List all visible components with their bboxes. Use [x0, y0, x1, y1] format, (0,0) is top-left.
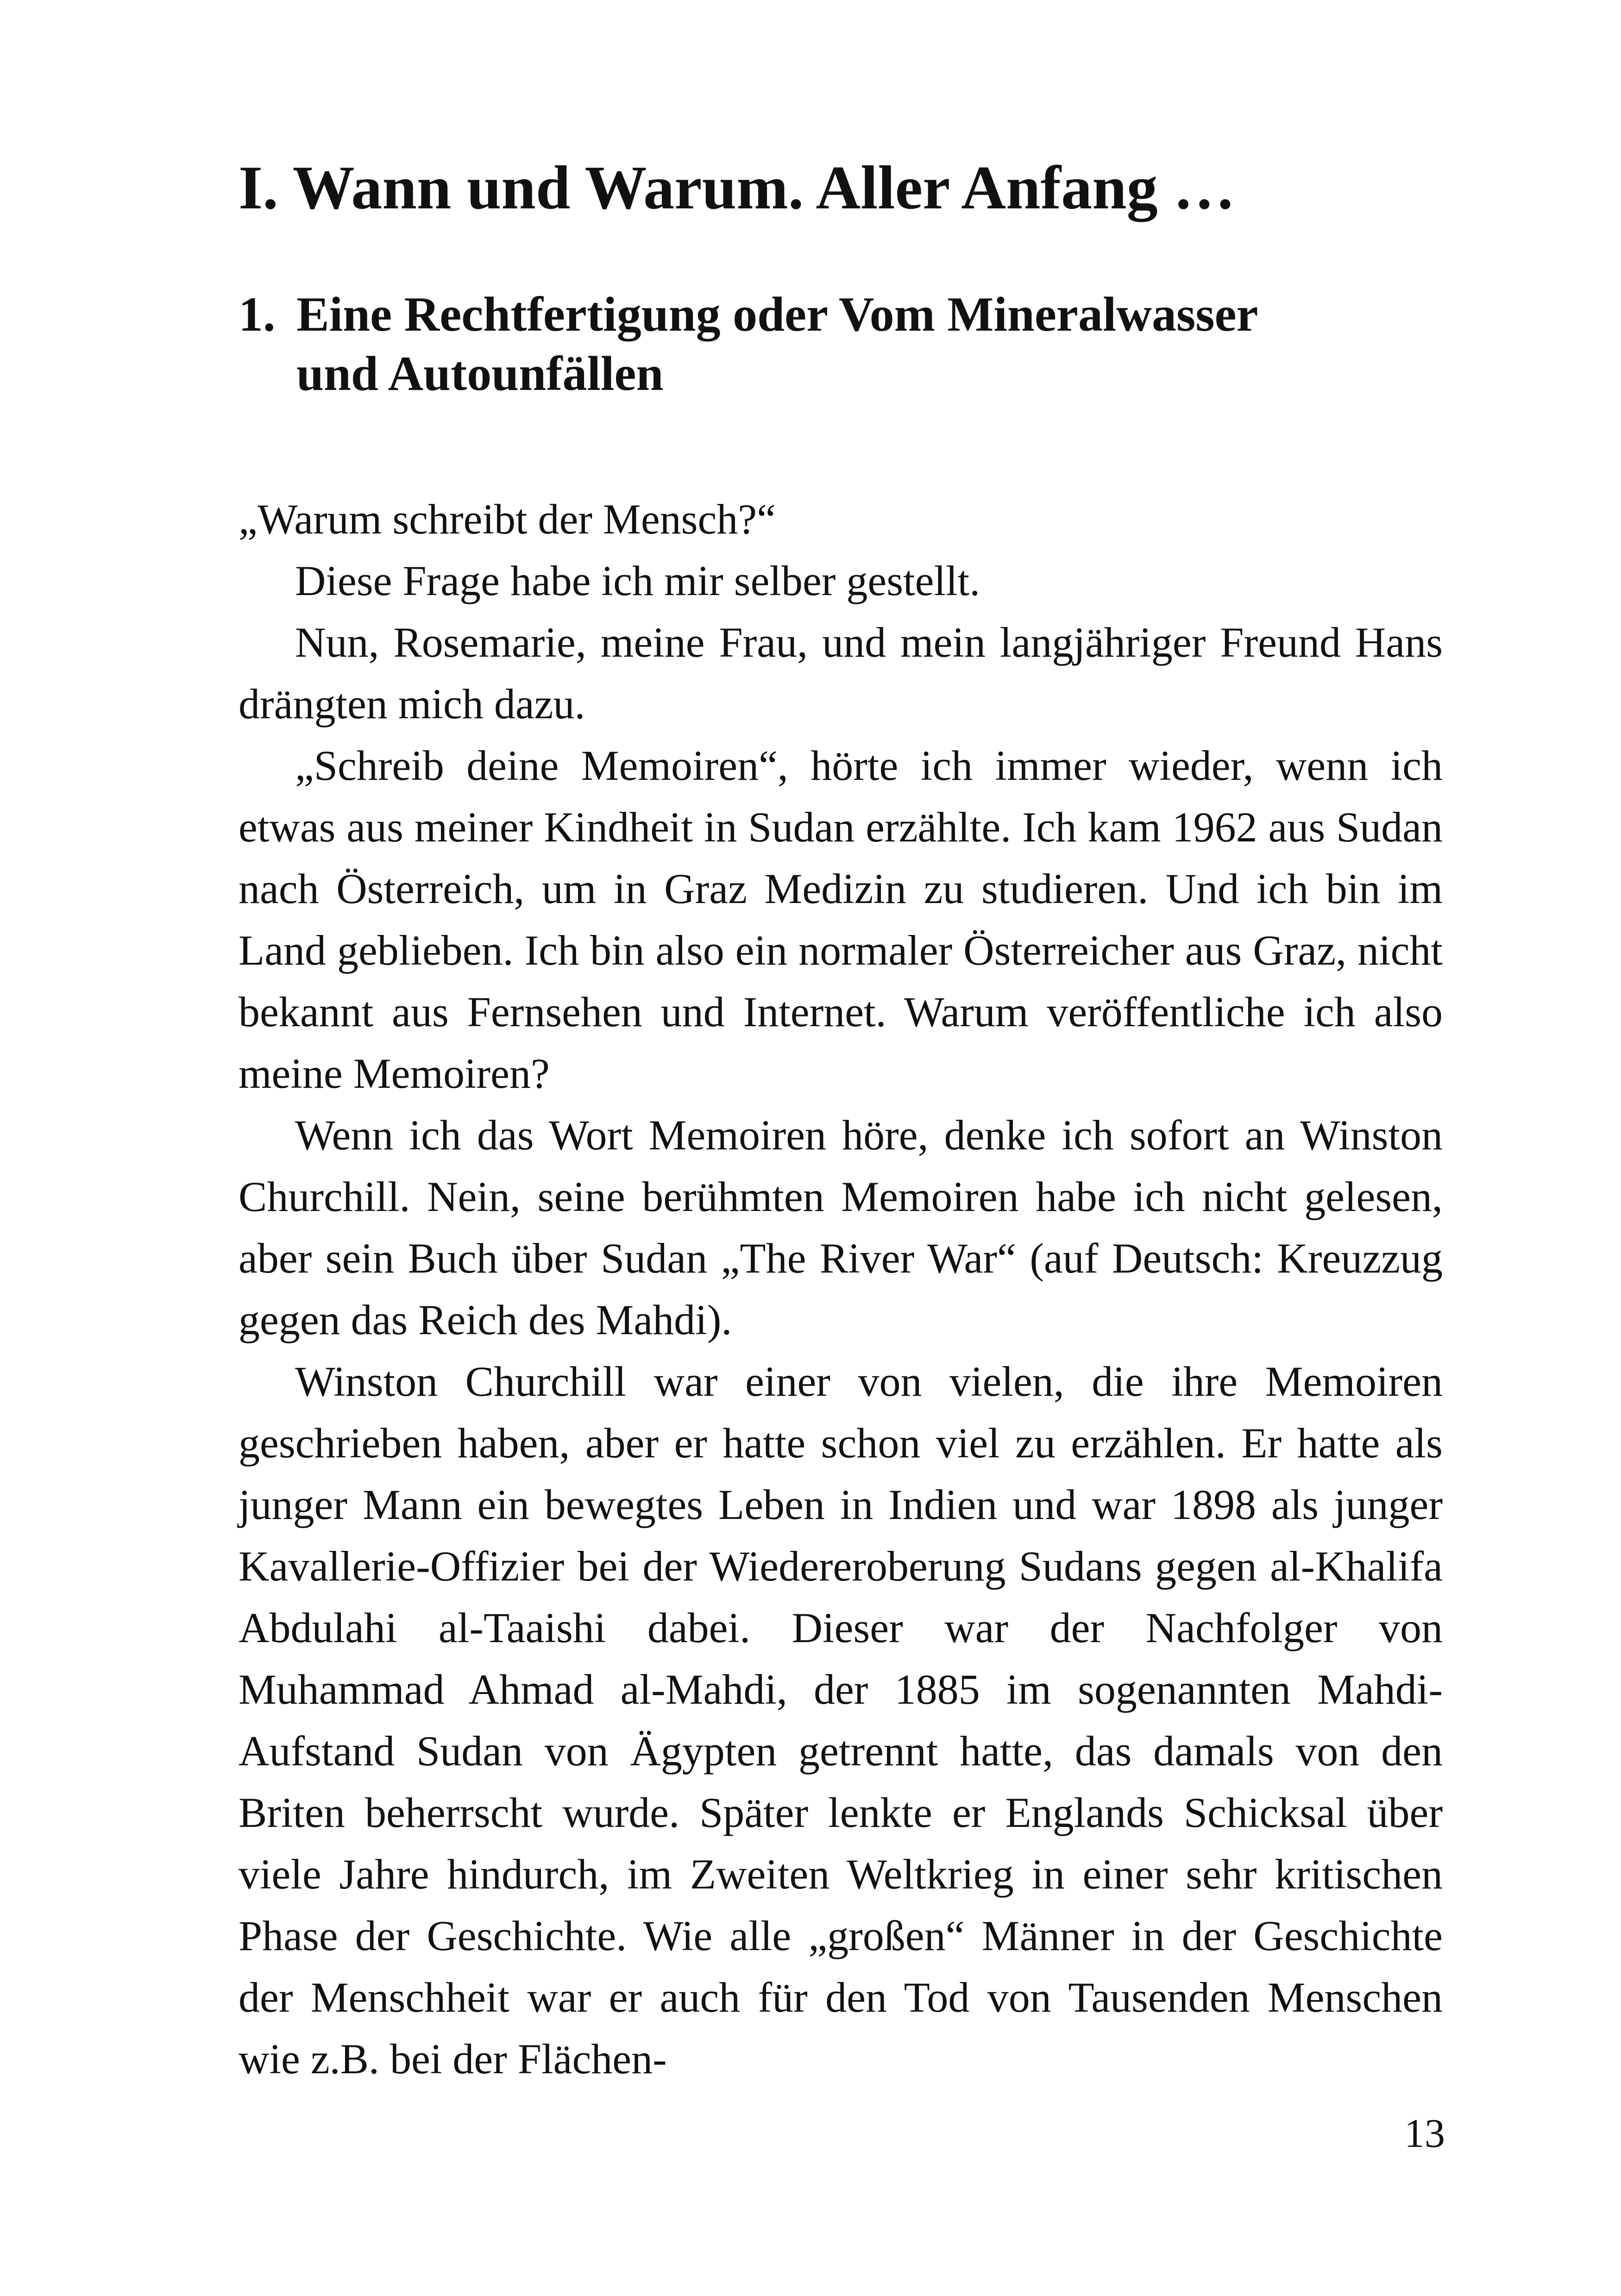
paragraph: „Schreib deine Memoiren“, hörte ich immer wieder, wenn ich etwas aus meiner Kindheit in Sudan erzählte. Ich kam 1962 aus Sudan nach Österreich, um in Graz Medizin zu studieren. Und ich bin im Land geblieben. Ich bin also ein normaler Österreicher aus Graz, nicht bekannt aus Fernsehen und Internet. Warum veröffentliche ich also meine Memoiren?	[239, 742, 1443, 1097]
section-title	[239, 285, 1489, 403]
paragraph: Diese Frage habe ich mir selber gestellt.	[295, 557, 980, 604]
paragraph: Nun, Rosemarie, meine Frau, und mein langjähriger Freund Hans drängten mich dazu.	[239, 619, 1443, 728]
section-number: 1.	[239, 287, 276, 341]
body-text	[239, 489, 1443, 2090]
paragraph: Winston Churchill war einer von vielen, die ihre Memoiren geschrieben haben, aber er hatte schon viel zu erzählen. Er hatte als junger Mann ein bewegtes Leben in Indien und war 1898 als junger Kavallerie-Offizier bei der Wiedereroberung Sudans gegen al-Khalifa Abdulahi al-Taaishi dabei. Dieser war der Nachfolger von Muhammad Ahmad al-Mahdi, der 1885 im sogenannten Mahdi-Aufstand Sudan von Ägypten getrennt hatte, das damals von den Briten beherrscht wurde. Später lenkte er Englands Schicksal über viele Jahre hindurch, im Zweiten Weltkrieg in einer sehr kritischen Phase der Geschichte. Wie alle „großen“ Männer in der Geschichte der Menschheit war er auch für den Tod von Tausenden Menschen wie z.B. bei der Flächen-	[239, 1358, 1443, 2083]
paragraph: „Warum schreibt der Mensch?“	[239, 496, 776, 543]
chapter-title: I. Wann und Warum. Aller Anfang …	[239, 153, 1236, 222]
section-title-line-2: und Autounfällen	[296, 346, 664, 401]
section-title-line-1: Eine Rechtfertigung oder Vom Mineralwasser	[296, 287, 1258, 341]
paragraph: Wenn ich das Wort Memoiren höre, denke ich sofort an Winston Churchill. Nein, seine berühmten Memoiren habe ich nicht gelesen, aber sein Buch über Sudan „The River War“ (auf Deutsch: Kreuzzug gegen das Reich des Mahdi).	[239, 1111, 1443, 1343]
page-number: 13	[1404, 2111, 1445, 2156]
